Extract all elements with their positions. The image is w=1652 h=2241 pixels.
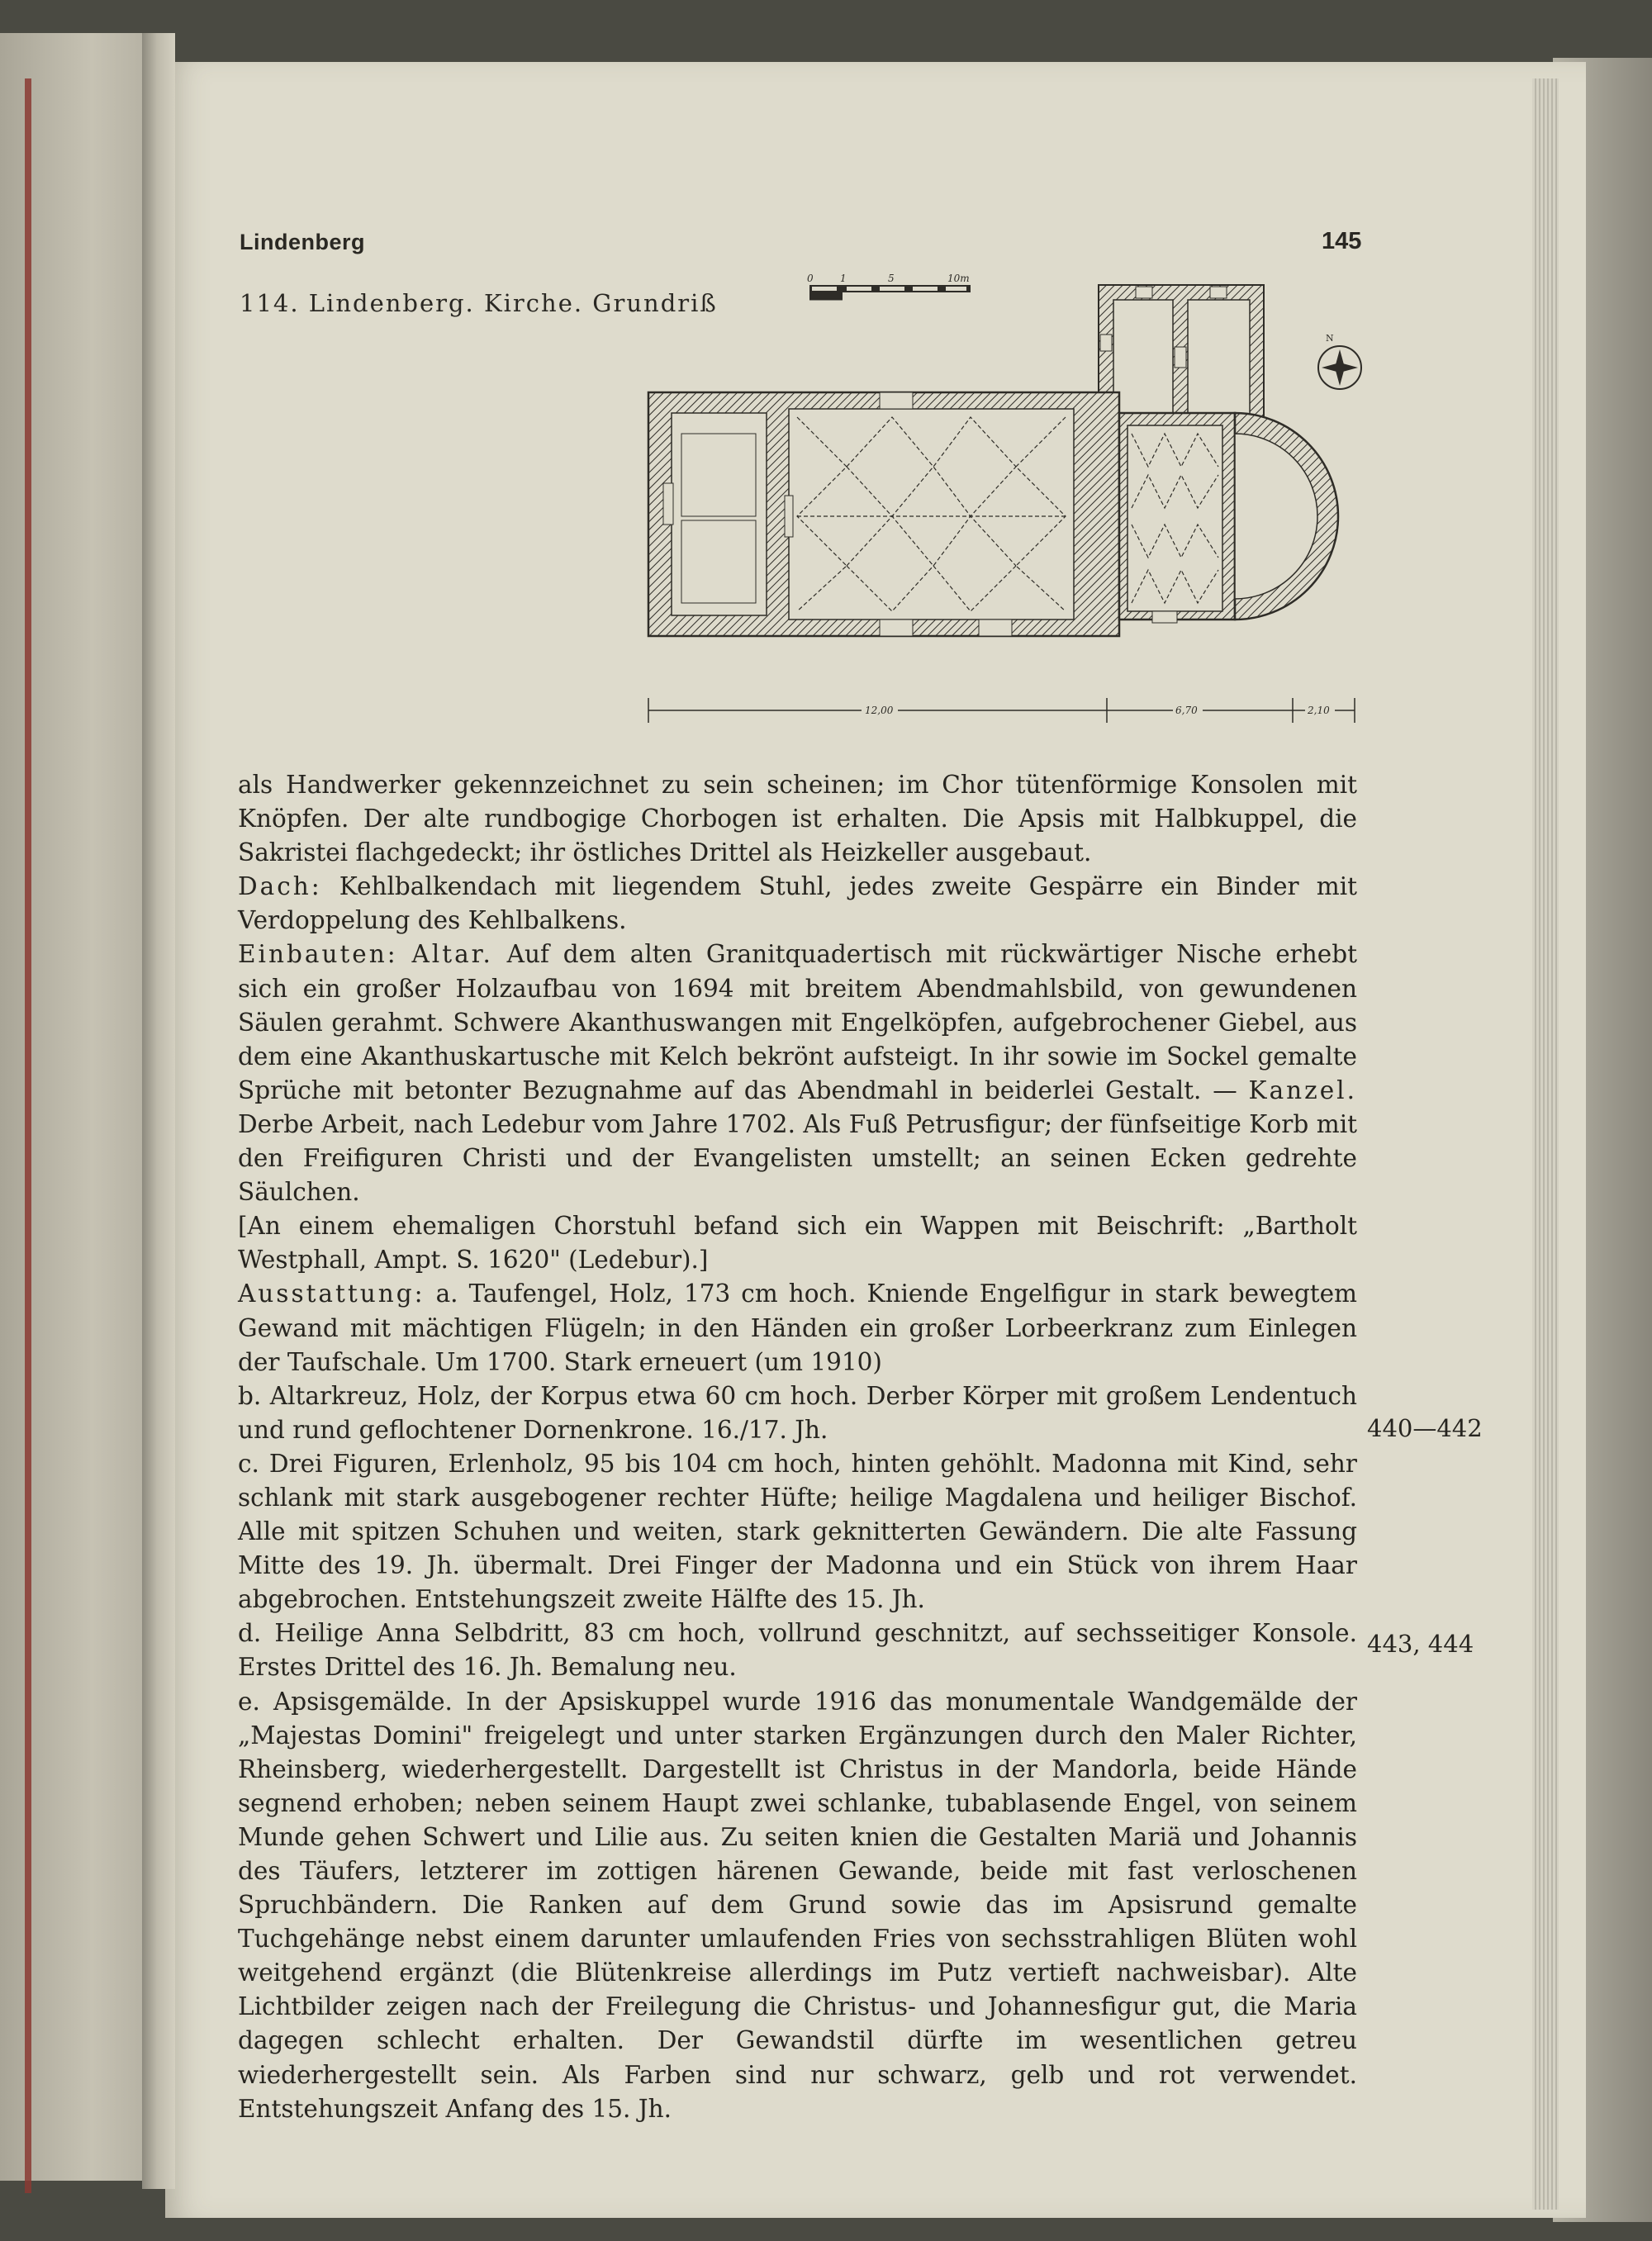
- choir: [1127, 425, 1222, 623]
- subsection-heading: Kanzel.: [1248, 1075, 1357, 1104]
- paragraph-dach: Dach: Kehlbalkendach mit liegendem Stuhl, jedes zweite Gespärre ein Binder mit Verdoppelung des Kehlbalkens.: [238, 872, 1357, 935]
- section-heading: Einbauten:: [238, 940, 398, 969]
- page-gutter: [142, 33, 175, 2189]
- scale-label-1: 1: [840, 273, 847, 284]
- section-heading: Ausstattung:: [238, 1280, 425, 1308]
- page-stack-edges: [1532, 78, 1559, 2210]
- margin-reference: 440—442: [1367, 1414, 1483, 1442]
- book-spine-edge: [25, 78, 31, 2193]
- scale-label-0: 0: [807, 273, 814, 284]
- tower: [663, 413, 767, 615]
- paragraph: als Handwerker gekennzeichnet zu sein scheinen; im Chor tütenförmige Konsolen mit Knöpfen. Der alte rundbogige Chorbogen ist erhalten. Die Apsis mit Halbkuppel, die Sakristei flachgedeckt; ihr östliches Drittel als Heizkeller ausgebaut.: [238, 771, 1357, 867]
- page-number: 145: [1322, 228, 1362, 254]
- paragraph-einbauten: Einbauten: Altar. Auf dem alten Granitquadertisch mit rückwärtiger Nische erhebt sich ein großer Holzaufbau von 1694 mit breitem Abendmahlsbild, von gewundenen Säulen gerahmt. Schwere Akanthuswangen mit Engelköpfen, aufgebrochener Giebel, aus dem eine Akanthuskartusche mit Kelch bekrönt aufsteigt. In ihr sowie im Sockel gemalte Sprüche mit betonter Bezugnahme auf das Abendmahl in beiderlei Gestalt. — Kanzel. Derbe Arbeit, nach Ledebur vom Jahre 1702. Als Fuß Petrusfigur; der fünfseitige Korb mit den Freifiguren Christi und der Evangelisten umstellt; an seinen Ecken gedrehte Säulchen.: [238, 940, 1357, 1207]
- dimension-label-choir: 6,70: [1175, 705, 1198, 716]
- dimension-label-apse: 2,10: [1308, 705, 1330, 716]
- paragraph-item-e: e. Apsisgemälde. In der Apsiskuppel wurde 1916 das monumentale Wandgemälde der „Majestas Domini" freigelegt und unter starken Ergänzungen durch den Maler Richter, Rheinsberg, wiederhergestellt. Dargestellt ist Christus in der Mandorla, beide Hände segnend erhoben; neben seinem Haupt zwei schlanke, tubablasende Engel, von seinem Munde gehen Schwert und Lilie aus. Zu seiten knien die Gestalten Mariä und Johannis des Täufers, letzterer im zottigen härenen Gewande, beide mit fast verloschenen Spruchbändern. Die Ranken auf dem Grund sowie das im Apsisrund gemalte Tuchgehänge nebst einem darunter umlaufenden Fries von sechsstrahligen Blüten wohl weitgehend ergänzt (die Blütenkreise allerdings im Putz vertieft nachweisbar). Alte Lichtbilder zeigen nach der Freilegung die Christus- und Johannesfigur gut, die Maria dagegen schlecht erhalten. Der Gewandstil dürfte im wesentlichen getreu wiederhergestellt sein. Als Farben sind nur schwarz, gelb und rot verwendet. Entstehungszeit Anfang des 15. Jh.: [238, 1687, 1357, 2123]
- dimension-line: [648, 698, 1355, 723]
- north-arrow: [1318, 333, 1361, 389]
- running-head: Lindenberg: [240, 230, 365, 254]
- margin-reference: 443, 444: [1367, 1630, 1474, 1658]
- facing-page-edge: [0, 33, 153, 2181]
- paragraph-item-b: b. Altarkreuz, Holz, der Korpus etwa 60 cm hoch. Derber Körper mit großem Lendentuch und rund geflochtener Dornenkrone. 16./17. Jh.: [238, 1381, 1357, 1444]
- paragraph-chorstuhl: [An einem ehemaligen Chorstuhl befand sich ein Wappen mit Beischrift: „Bartholt Westphall, Ampt. S. 1620" (Ledebur).]: [238, 1212, 1357, 1275]
- body-text: [238, 768, 1357, 2126]
- sacristy: [1099, 285, 1264, 417]
- scale-label-10: 10m: [947, 273, 970, 284]
- floor-plan-figure: [632, 268, 1367, 739]
- scale-bar: [809, 285, 971, 300]
- paragraph-item-d: d. Heilige Anna Selbdritt, 83 cm hoch, vollrund geschnitzt, auf sechsseitiger Konsole. Erstes Drittel des 16. Jh. Bemalung neu.: [238, 1619, 1357, 1682]
- north-label: N: [1326, 333, 1334, 344]
- subsection-heading: Altar.: [411, 940, 493, 969]
- section-heading: Dach:: [238, 872, 322, 901]
- figure-caption: 114. Lindenberg. Kirche. Grundriß: [240, 289, 718, 317]
- scale-label-5: 5: [888, 273, 895, 284]
- nave: [785, 392, 1074, 636]
- paragraph-item-c: c. Drei Figuren, Erlenholz, 95 bis 104 cm hoch, hinten gehöhlt. Madonna mit Kind, sehr schlank mit stark ausgebogener rechter Hüfte; heilige Magdalena und heiliger Bischof. Alle mit spitzen Schuhen und weiten, stark geknitterten Gewändern. Die alte Fassung Mitte des 19. Jh. übermalt. Drei Finger der Madonna und ein Stück von ihrem Haar abgebrochen. Entstehungszeit zweite Hälfte des 15. Jh.: [238, 1449, 1357, 1614]
- paragraph-ausstattung: Ausstattung: a. Taufengel, Holz, 173 cm hoch. Kniende Engelfigur in stark bewegtem Gewand mit mächtigen Flügeln; in den Händen ein großer Lorbeerkranz zum Einlegen der Taufschale. Um 1700. Stark erneuert (um 1910): [238, 1280, 1357, 1376]
- dimension-label-nave: 12,00: [865, 705, 894, 716]
